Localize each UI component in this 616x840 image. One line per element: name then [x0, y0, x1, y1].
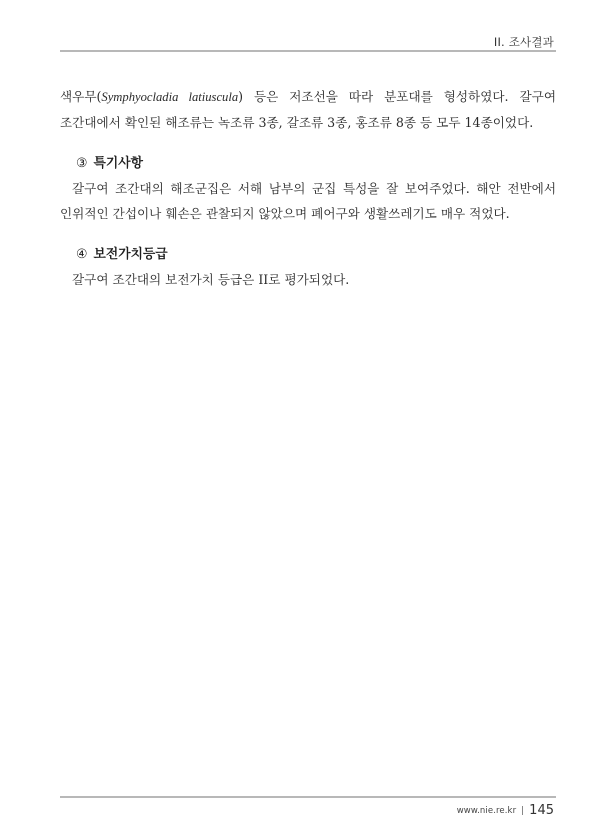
section-number: ③ — [76, 156, 88, 171]
section-title: 특기사항 — [93, 156, 143, 171]
paragraph-distribution — [60, 84, 556, 110]
section-heading-conservation — [60, 242, 556, 267]
scientific-name: Symphyocladia latiuscula — [101, 90, 239, 104]
footer-separator — [522, 806, 523, 815]
page-content — [60, 84, 556, 292]
paragraph-species-count: 조간대에서 확인된 해조류는 녹조류 3종, 갈조류 3종, 홍조류 8종 등 모두 14종이었다. — [60, 115, 534, 130]
paragraph-conservation-grade: 갈구여 조간대의 보전가치 등급은 II로 평가되었다. — [72, 272, 350, 287]
footer-divider — [60, 796, 556, 798]
page-footer — [457, 803, 554, 818]
paragraph-notes-line1: 갈구여 조간대의 해조군집은 서해 남부의 군집 특성을 잘 보여주었다. 해안 전반에서 — [72, 181, 556, 196]
running-header: II. 조사결과 — [493, 35, 554, 49]
section-number: ④ — [76, 247, 88, 262]
section-heading-notes — [60, 151, 556, 176]
footer-url: www.nie.re.kr — [456, 805, 517, 816]
header-divider — [60, 50, 556, 52]
paragraph-text: 색우무( — [60, 89, 102, 104]
page-number: 145 — [529, 803, 554, 818]
paragraph-notes-line2: 인위적인 간섭이나 훼손은 관찰되지 않았으며 폐어구와 생활쓰레기도 매우 적었다. — [60, 206, 510, 221]
section-title: 보전가치등급 — [93, 247, 168, 262]
paragraph-text: ) 등은 저조선을 따라 분포대를 형성하였다. 갈구여 — [238, 89, 556, 104]
